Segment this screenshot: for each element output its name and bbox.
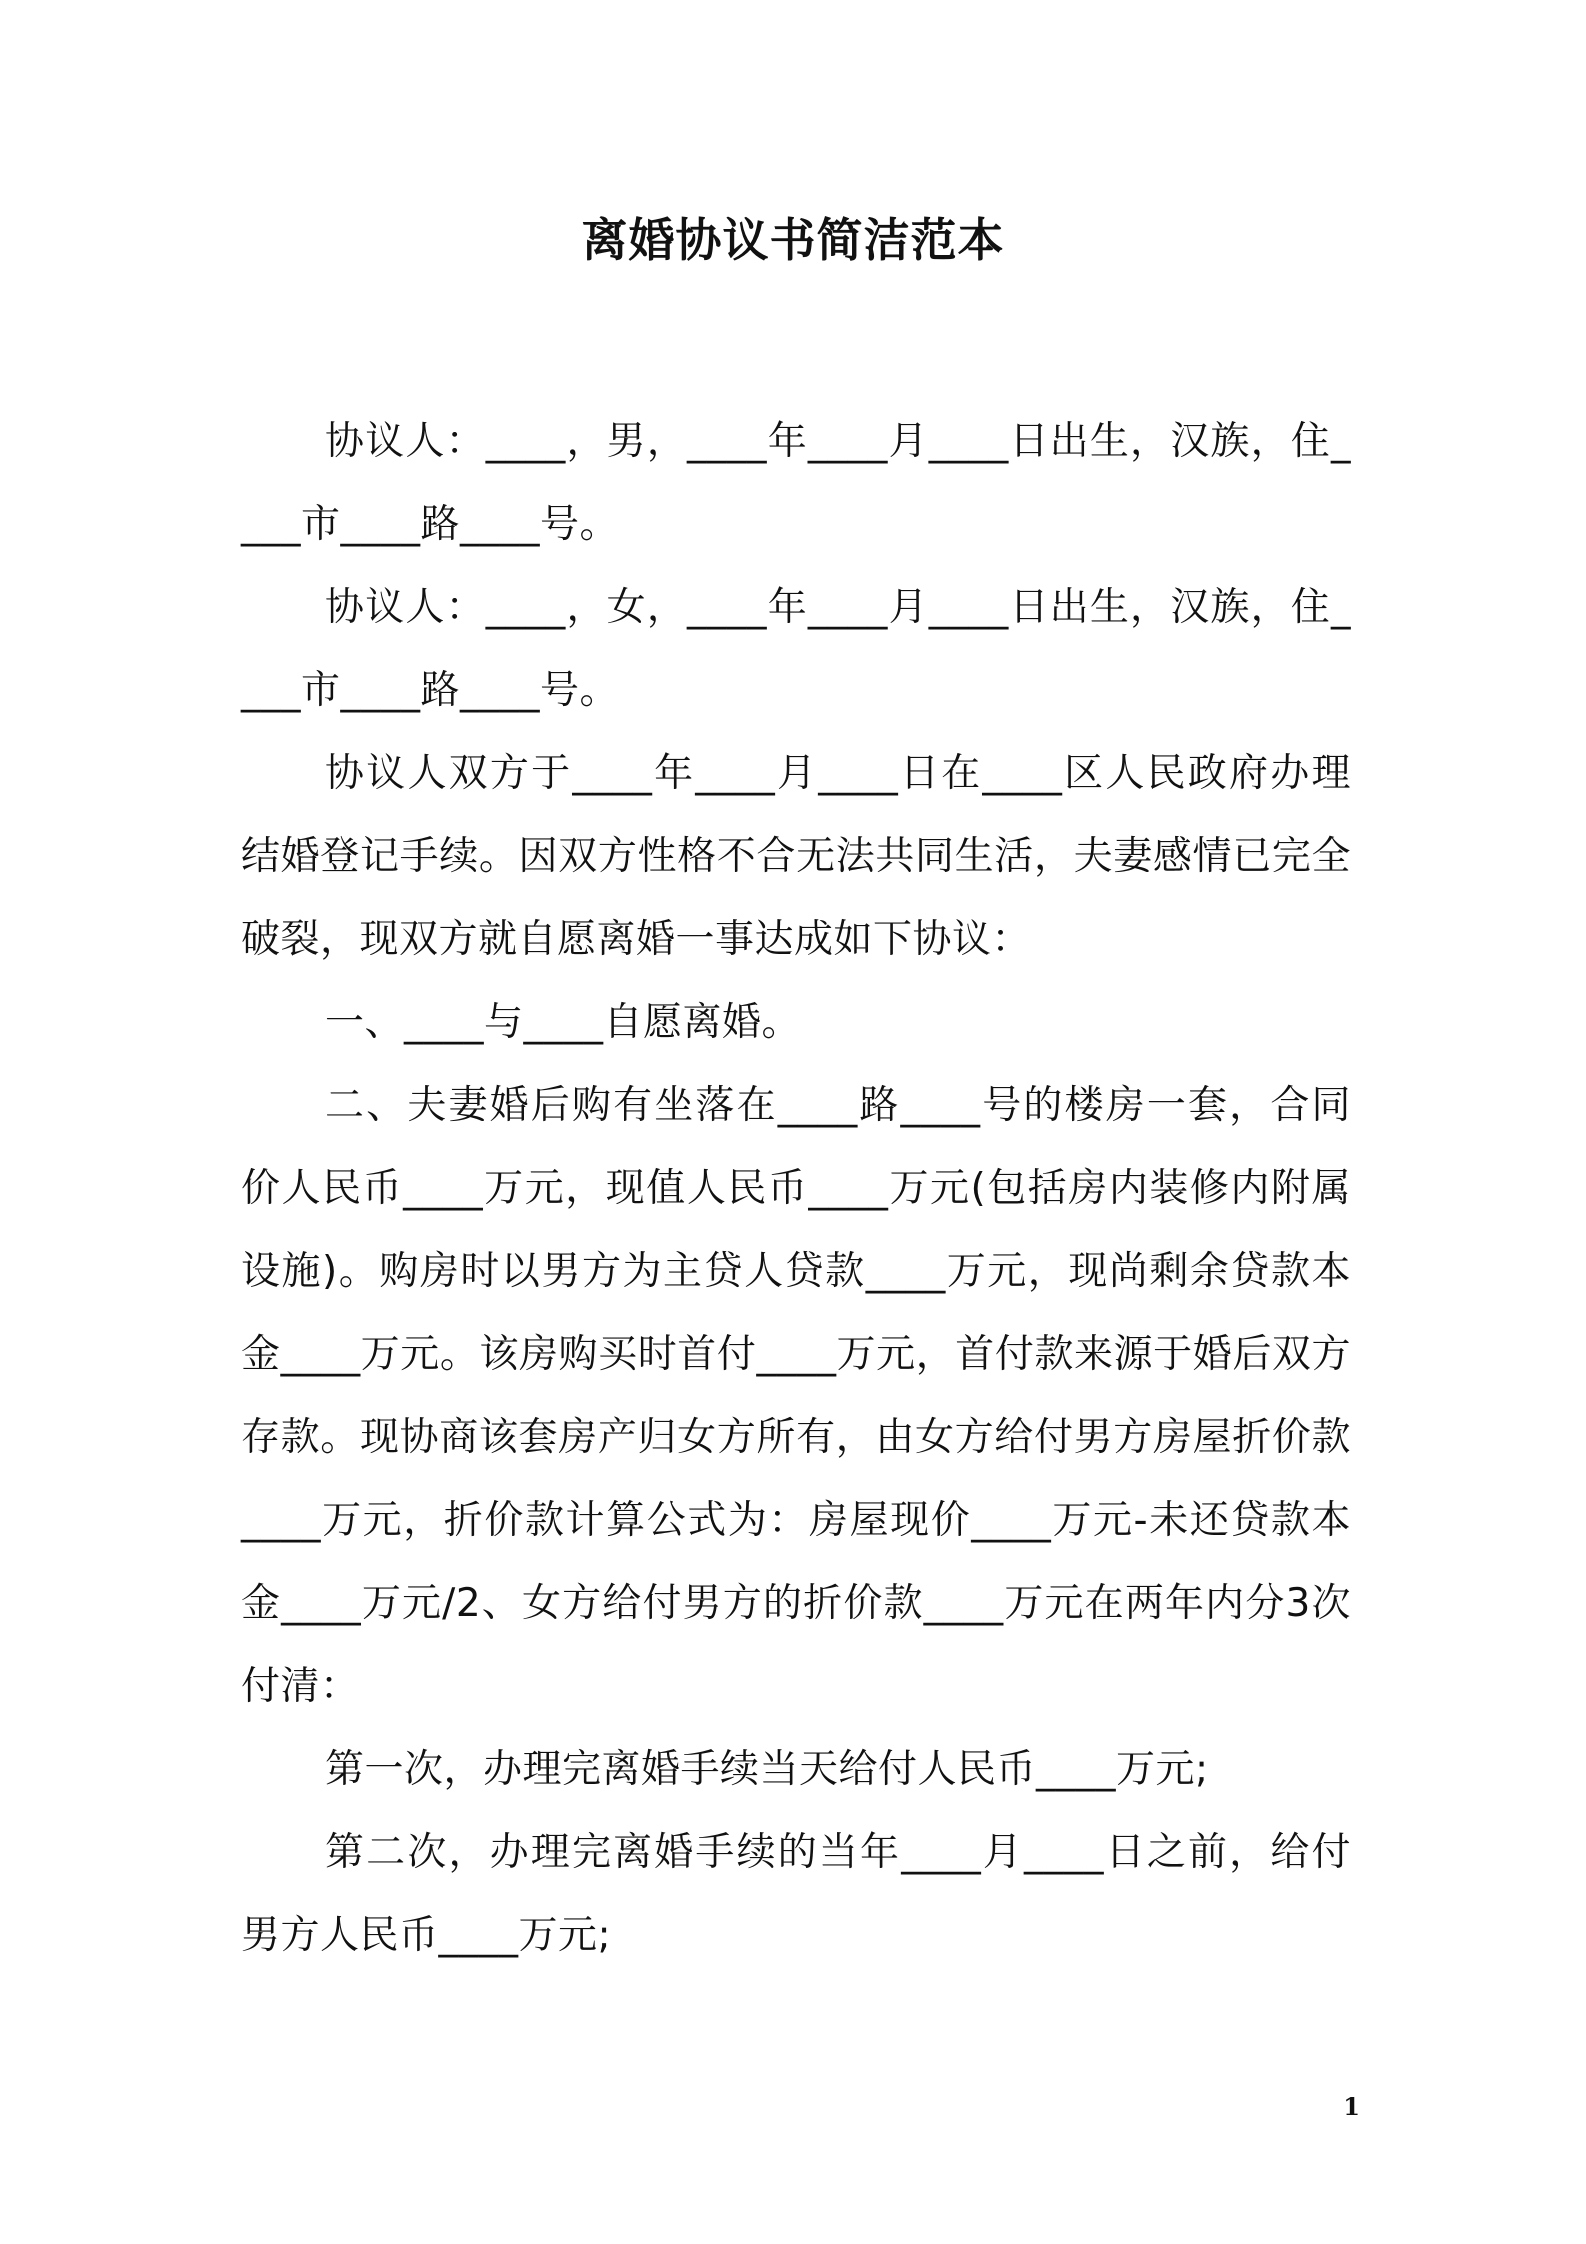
paragraph-payment-second: 第二次，办理完离婚手续的当年____月____日之前，给付男方人民币____万元; [241, 1830, 1351, 1958]
paragraph-party-female: 协议人：____，女，____年____月____日出生，汉族，住____市____路____号。 [241, 585, 1351, 713]
document-title: 离婚协议书简洁范本 [581, 213, 1005, 267]
paragraph-marriage-background: 协议人双方于____年____月____日在____区人民政府办理结婚登记手续。因双方性格不合无法共同生活，夫妻感情已完全破裂，现双方就自愿离婚一事达成如下协议： [241, 751, 1351, 962]
paragraph-clause-1: 一、____与____自愿离婚。 [325, 1000, 802, 1045]
page-number: 1 [1343, 2092, 1360, 2121]
paragraph-party-male: 协议人：____，男，____年____月____日出生，汉族，住____市____路____号。 [241, 419, 1351, 547]
document-body [241, 400, 1351, 1977]
paragraph-clause-2: 二、夫妻婚后购有坐落在____路____号的楼房一套，合同价人民币____万元，现值人民币____万元(包括房内装修内附属设施)。购房时以男方为主贷人贷款____万元，现尚剩余贷款本金____万元。该房购买时首付____万元，首付款来源于婚后双方存款。现协商该套房产归女方所有，由女方给付男方房屋折价款____万元，折价款计算公式为：房屋现价____万元-未还贷款本金____万元/2、女方给付男方的折价款____万元在两年内分3次付清： [241, 1083, 1351, 1709]
paragraph-payment-first: 第一次，办理完离婚手续当天给付人民币____万元; [325, 1747, 1209, 1792]
